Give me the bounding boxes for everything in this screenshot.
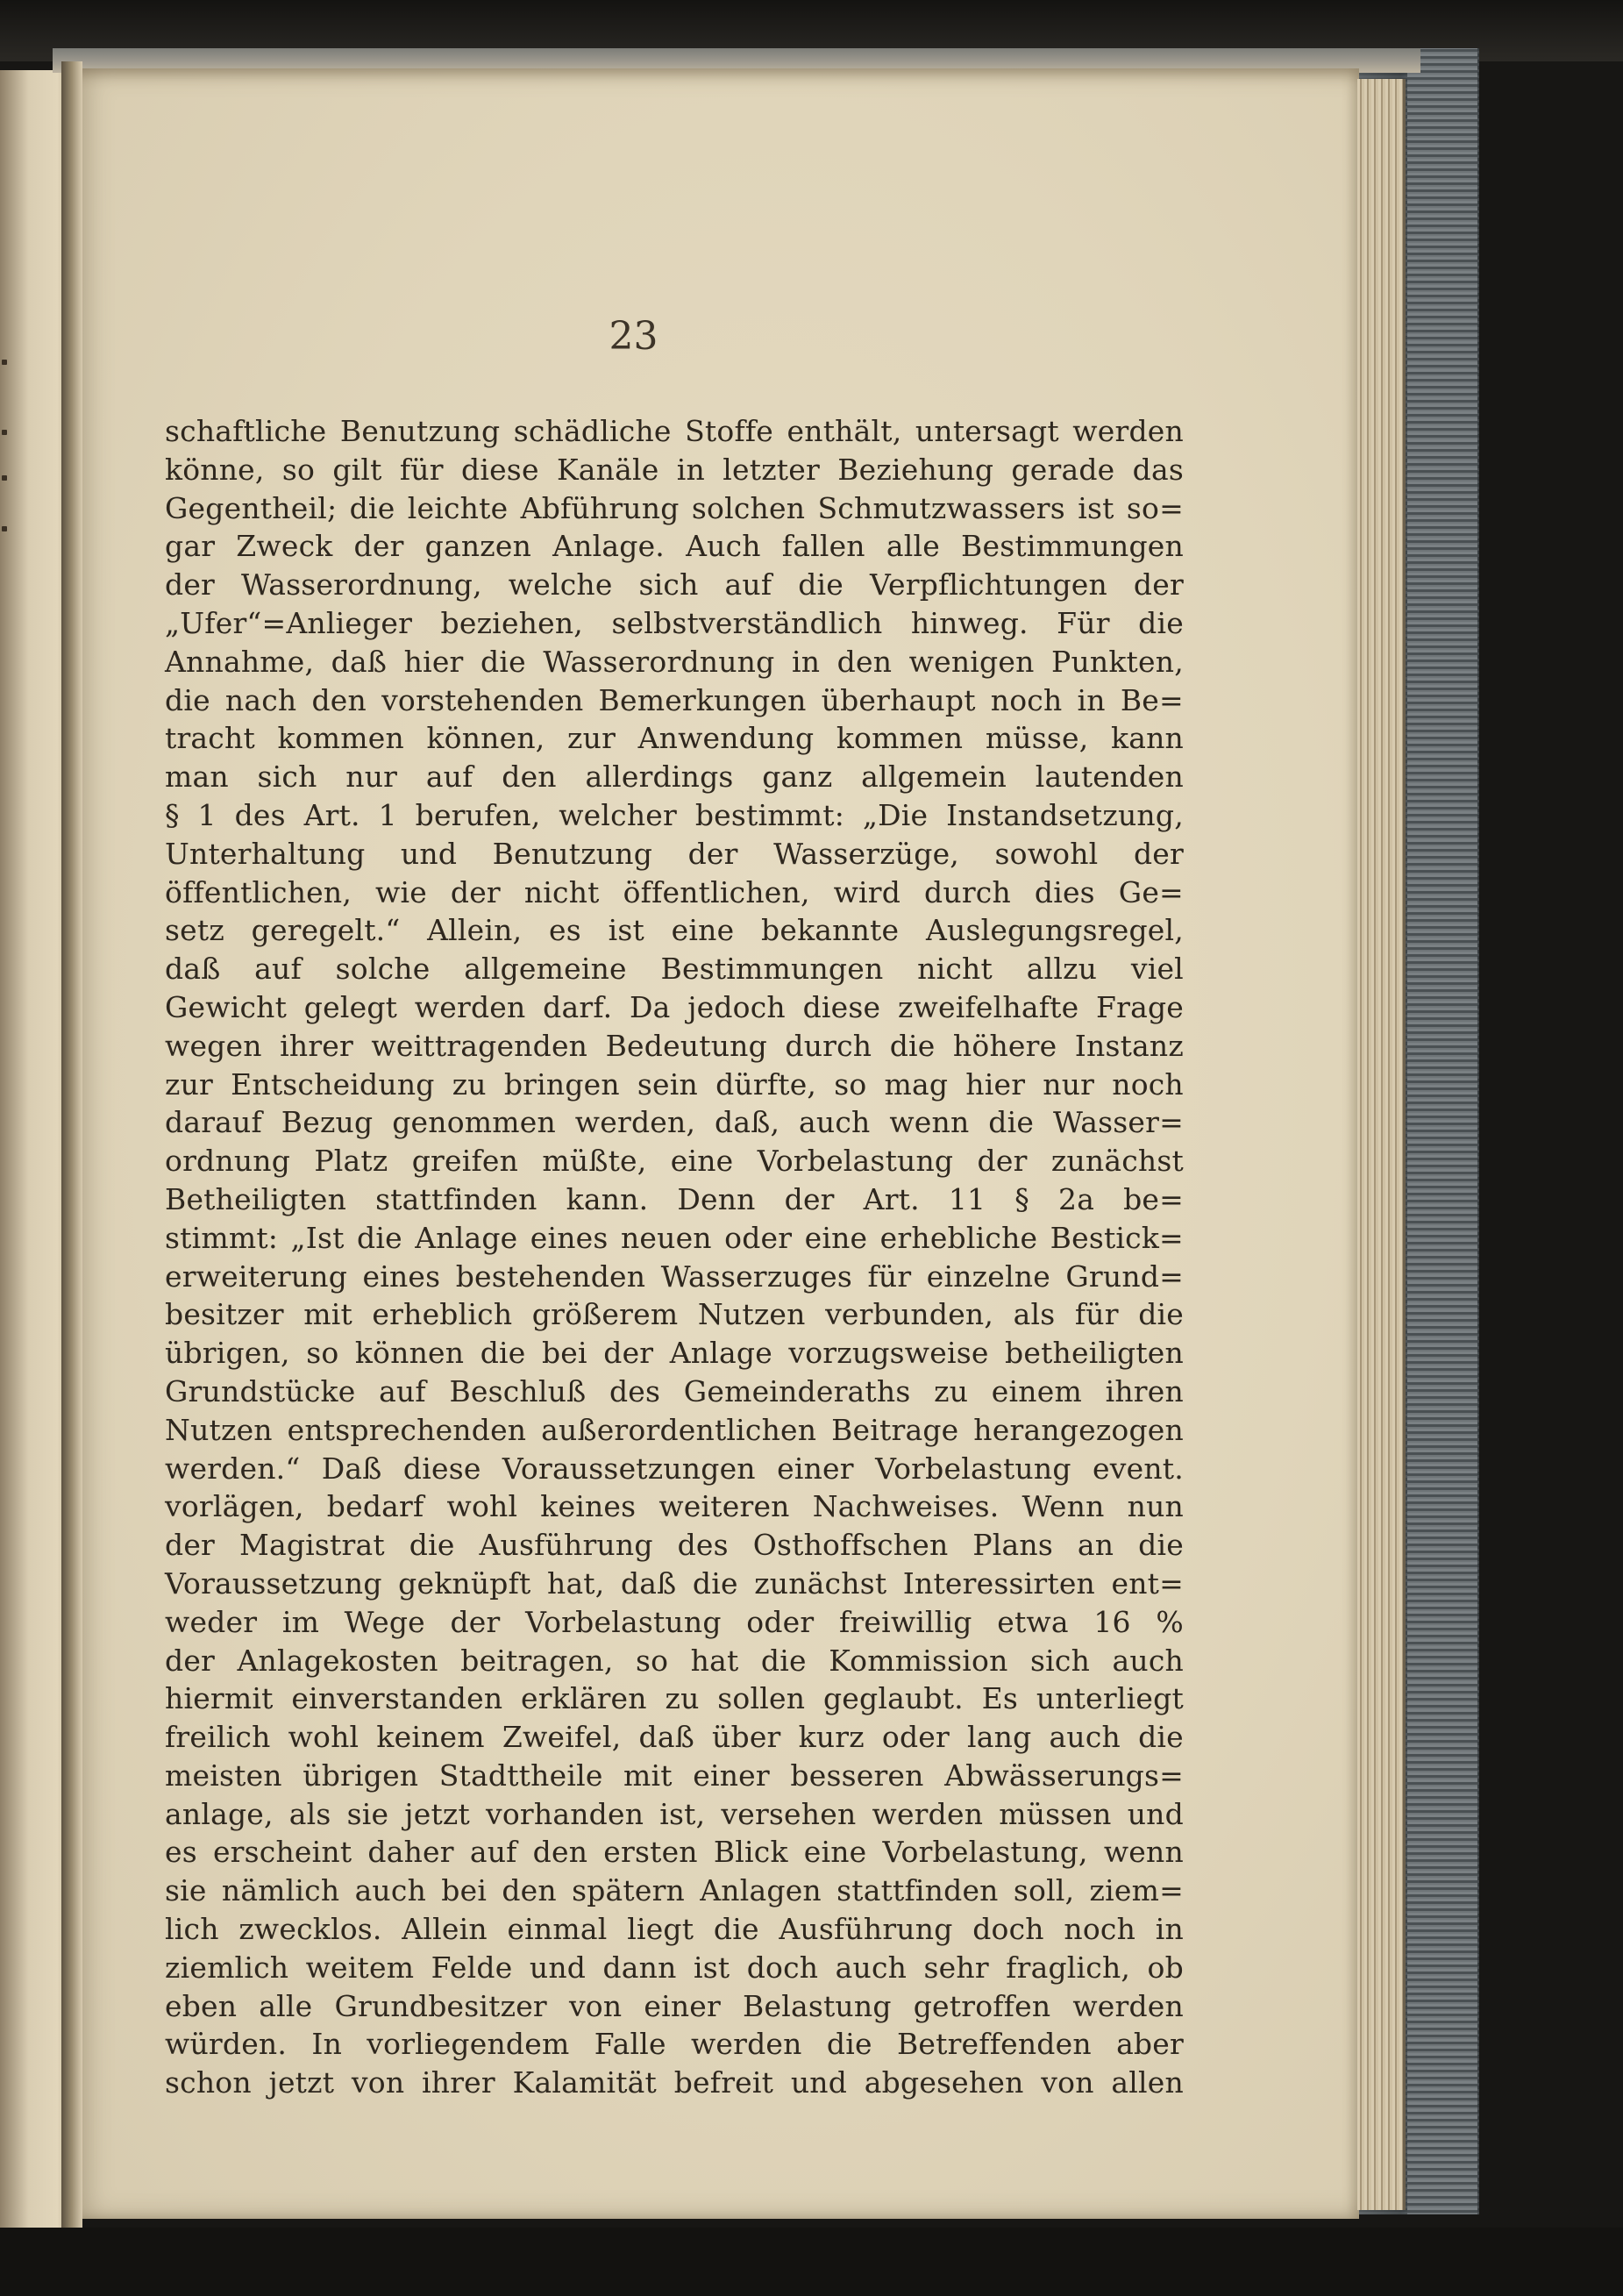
left-page-mark	[2, 360, 7, 365]
text-line: würden. In vorliegendem Falle werden die Betreffenden aber	[165, 2027, 1184, 2062]
text-line: Nutzen entsprechenden außerordentlichen Beitrage herangezogen	[165, 1412, 1184, 1447]
text-line: es erscheint daher auf den ersten Blick eine Vorbelastung, wenn	[165, 1835, 1184, 1870]
page-edges	[1357, 79, 1406, 2210]
text-line: Grundstücke auf Beschluß des Gemeinderaths zu einem ihren	[165, 1373, 1184, 1408]
text-line: Voraussetzung geknüpft hat, daß die zunächst Interessirten ent=	[165, 1565, 1184, 1601]
text-line: der Magistrat die Ausführung des Osthoffschen Plans an die	[165, 1528, 1184, 1563]
left-page-mark	[2, 475, 7, 481]
text-line: öffentlichen, wie der nicht öffentlichen, wird durch dies Ge=	[165, 874, 1184, 909]
text-line: freilich wohl keinem Zweifel, daß über kurz oder lang auch die	[165, 1720, 1184, 1755]
text-line: eben alle Grundbesitzer von einer Belastung getroffen werden	[165, 1988, 1184, 2023]
text-line: der Wasserordnung, welche sich auf die Verpflichtungen der	[165, 567, 1184, 603]
text-line: anlage, als sie jetzt vorhanden ist, versehen werden müssen und	[165, 1796, 1184, 1831]
text-line: erweiterung eines bestehenden Wasserzuges für einzelne Grund=	[165, 1259, 1184, 1294]
text-line: weder im Wege der Vorbelastung oder freiwillig etwa 16 %	[165, 1604, 1184, 1639]
text-line: lich zwecklos. Allein einmal liegt die Ausführung doch noch in	[165, 1912, 1184, 1947]
text-line: der Anlagekosten beitragen, so hat die Kommission sich auch	[165, 1643, 1184, 1678]
text-line: schaftliche Benutzung schädliche Stoffe enthält, untersagt werden	[165, 414, 1184, 448]
text-line: man sich nur auf den allerdings ganz allgemein lautenden	[165, 759, 1184, 795]
text-line: Gewicht gelegt werden darf. Da jedoch diese zweifelhafte Frage	[165, 989, 1184, 1024]
left-page-mark	[2, 526, 7, 531]
text-line: hiermit einverstanden erklären zu sollen geglaubt. Es unterliegt	[165, 1681, 1184, 1716]
text-line: ziemlich weitem Felde und dann ist doch auch sehr fraglich, ob	[165, 1950, 1184, 1985]
body-text	[165, 412, 1184, 2102]
text-line: „Ufer“=Anlieger beziehen, selbstverständlich hinweg. Für die	[165, 605, 1184, 640]
text-line: zur Entscheidung zu bringen sein dürfte, so mag hier nur noch	[165, 1066, 1184, 1102]
text-line: setz geregelt.“ Allein, es ist eine bekannte Auslegungsregel,	[165, 913, 1184, 948]
text-line: Annahme, daß hier die Wasserordnung in den wenigen Punkten,	[165, 644, 1184, 679]
text-line: stimmt: „Ist die Anlage eines neuen oder eine erhebliche Bestick=	[165, 1220, 1184, 1255]
text-line: vorlägen, bedarf wohl keines weiteren Nachweises. Wenn nun	[165, 1489, 1184, 1524]
page-number: 23	[609, 314, 658, 359]
text-line: die nach den vorstehenden Bemerkungen überhaupt noch in Be=	[165, 682, 1184, 717]
text-line: Unterhaltung und Benutzung der Wasserzüge, sowohl der	[165, 836, 1184, 871]
text-line: meisten übrigen Stadttheile mit einer besseren Abwässerungs=	[165, 1758, 1184, 1793]
text-line: übrigen, so können die bei der Anlage vorzugsweise betheiligten	[165, 1336, 1184, 1371]
book-cover-texture	[1407, 48, 1477, 2214]
text-line: Gegentheil; die leichte Abführung solchen Schmutzwassers ist so=	[165, 490, 1184, 525]
left-page-mark	[2, 430, 7, 435]
text-line: Betheiligten stattfinden kann. Denn der Art. 11 § 2a be=	[165, 1181, 1184, 1216]
text-line: gar Zweck der ganzen Anlage. Auch fallen alle Bestimmungen	[165, 529, 1184, 564]
scan-background-bottom	[0, 2228, 1623, 2296]
text-line: besitzer mit erheblich größerem Nutzen verbunden, als für die	[165, 1297, 1184, 1332]
text-line: tracht kommen können, zur Anwendung kommen müsse, kann	[165, 721, 1184, 756]
book-gutter	[61, 61, 82, 2236]
text-line: wegen ihrer weittragenden Bedeutung durch die höhere Instanz	[165, 1028, 1184, 1063]
text-line: werden.“ Daß diese Voraussetzungen einer Vorbelastung event.	[165, 1451, 1184, 1486]
text-line: schon jetzt von ihrer Kalamität befreit und abgesehen von allen	[165, 2065, 1184, 2100]
book-page	[70, 68, 1359, 2219]
text-line: daß auf solche allgemeine Bestimmungen nicht allzu viel	[165, 952, 1184, 987]
text-line: sie nämlich auch bei den spätern Anlagen stattfinden soll, ziem=	[165, 1873, 1184, 1908]
text-line: § 1 des Art. 1 berufen, welcher bestimmt: „Die Instandsetzung,	[165, 797, 1184, 832]
text-line: könne, so gilt für diese Kanäle in letzter Beziehung gerade das	[165, 452, 1184, 487]
text-line: ordnung Platz greifen müßte, eine Vorbelastung der zunächst	[165, 1144, 1184, 1179]
text-line: darauf Bezug genommen werden, daß, auch wenn die Wasser=	[165, 1105, 1184, 1140]
